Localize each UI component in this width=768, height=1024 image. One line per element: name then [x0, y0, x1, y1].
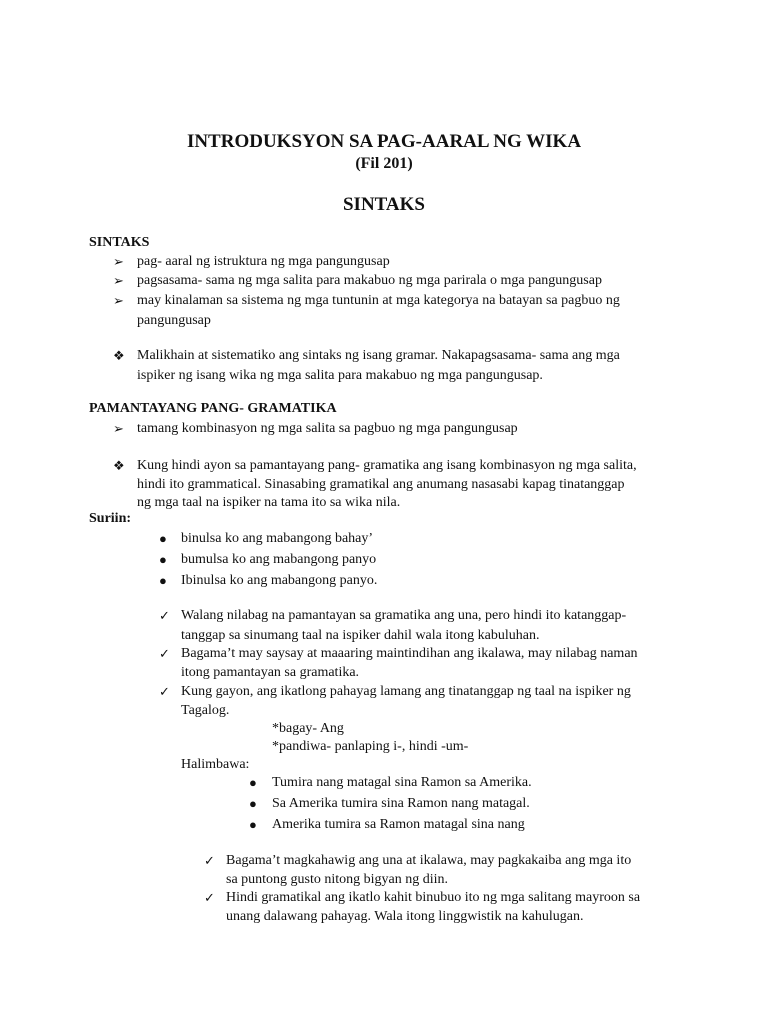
- halimbawa-label: Halimbawa:: [181, 757, 250, 772]
- sintaks-bullet-3-cont: pangungusap: [137, 313, 211, 328]
- pamantayan-note-line-2: hindi ito grammatical. Sinasabing gramatikal ang anumang nasasabi kapag tinatanggap: [137, 477, 625, 492]
- halimbawa-check-2-line-1: Hindi gramatikal ang ikatlo kahit binubuo ito ng mga salitang mayroon sa: [226, 890, 641, 905]
- halimbawa-example-1: Tumira nang matagal sina Ramon sa Amerika.: [272, 775, 532, 790]
- suriin-example-2: bumulsa ko ang mabangong panyo: [181, 552, 377, 567]
- dot-bullet-icon: ●: [159, 531, 167, 546]
- checkmark-icon: ✓: [204, 853, 215, 868]
- halimbawa-check-1-line-1: Bagama’t magkahawig ang una at ikalawa, may pagkakaiba ang mga ito: [226, 853, 632, 868]
- sintaks-note-line-2: ispiker ng isang wika ng mga salita para makabuo ng mga pangungusap.: [137, 368, 543, 383]
- dot-bullet-icon: ●: [159, 573, 167, 588]
- sintaks-heading: SINTAKS: [89, 235, 150, 250]
- halimbawa-example-3: Amerika tumira sa Ramon matagal sina nang: [272, 817, 525, 832]
- arrow-bullet-icon: ➢: [113, 293, 124, 308]
- sintaks-bullet-2: pagsasama- sama ng mga salita para makabuo ng mga parirala o mga pangungusap: [137, 273, 602, 288]
- suriin-example-1: binulsa ko ang mabangong bahay’: [181, 531, 374, 546]
- diamond-bullet-icon: ❖: [113, 348, 125, 363]
- checkmark-icon: ✓: [159, 608, 170, 623]
- halimbawa-check-1-line-2: sa puntong gusto nitong bigyan ng diin.: [226, 872, 449, 887]
- pamantayan-note-line-3: ng mga taal na ispiker na tama ito sa wika nila.: [137, 495, 401, 510]
- arrow-bullet-icon: ➢: [113, 273, 124, 288]
- dot-bullet-icon: ●: [249, 817, 257, 832]
- suriin-check-2-line-1: Bagama’t may saysay at maaaring maintindihan ang ikalawa, may nilabag naman: [181, 646, 638, 661]
- document-title: INTRODUKSYON SA PAG-AARAL NG WIKA: [186, 131, 582, 152]
- checkmark-icon: ✓: [159, 646, 170, 661]
- diamond-bullet-icon: ❖: [113, 458, 125, 473]
- course-code: (Fil 201): [355, 155, 413, 172]
- section-title: SINTAKS: [342, 194, 425, 215]
- dot-bullet-icon: ●: [249, 796, 257, 811]
- dot-bullet-icon: ●: [249, 775, 257, 790]
- dot-bullet-icon: ●: [159, 552, 167, 567]
- checkmark-icon: ✓: [204, 890, 215, 905]
- arrow-bullet-icon: ➢: [113, 254, 124, 269]
- sintaks-bullet-1: pag- aaral ng istruktura ng mga pangungusap: [137, 254, 390, 269]
- suriin-heading: Suriin:: [89, 511, 132, 526]
- suriin-check-1-line-1: Walang nilabag na pamantayan sa gramatika ang una, pero hindi ito katanggap-: [181, 608, 627, 623]
- pamantayan-heading: PAMANTAYANG PANG- GRAMATIKA: [89, 401, 337, 416]
- arrow-bullet-icon: ➢: [113, 421, 124, 436]
- sintaks-bullet-3: may kinalaman sa sistema ng mga tuntunin at mga kategorya na batayan sa pagbuo ng: [137, 293, 620, 308]
- pamantayan-bullet-1: tamang kombinasyon ng mga salita sa pagbuo ng mga pangungusap: [137, 421, 518, 436]
- suriin-check-2-line-2: itong pamantayan sa gramatika.: [181, 665, 360, 680]
- suriin-note-1: *bagay- Ang: [272, 721, 344, 736]
- halimbawa-example-2: Sa Amerika tumira sina Ramon nang matagal.: [272, 796, 530, 811]
- halimbawa-check-2-line-2: unang dalawang pahayag. Wala itong linggwistik na kahulugan.: [226, 909, 584, 924]
- suriin-check-3-line-1: Kung gayon, ang ikatlong pahayag lamang ang tinatanggap ng taal na ispiker ng: [181, 684, 631, 699]
- suriin-note-2: *pandiwa- panlaping i-, hindi -um-: [272, 739, 469, 754]
- suriin-check-1-line-2: tanggap sa sinumang taal na ispiker dahil wala itong kabuluhan.: [181, 628, 540, 643]
- suriin-example-3: Ibinulsa ko ang mabangong panyo.: [181, 573, 378, 588]
- sintaks-note-line-1: Malikhain at sistematiko ang sintaks ng isang gramar. Nakapagsasama- sama ang mga: [137, 348, 620, 363]
- checkmark-icon: ✓: [159, 684, 170, 699]
- suriin-check-3-line-2: Tagalog.: [181, 703, 230, 718]
- pamantayan-note-line-1: Kung hindi ayon sa pamantayang pang- gramatika ang isang kombinasyon ng mga salita,: [137, 458, 637, 473]
